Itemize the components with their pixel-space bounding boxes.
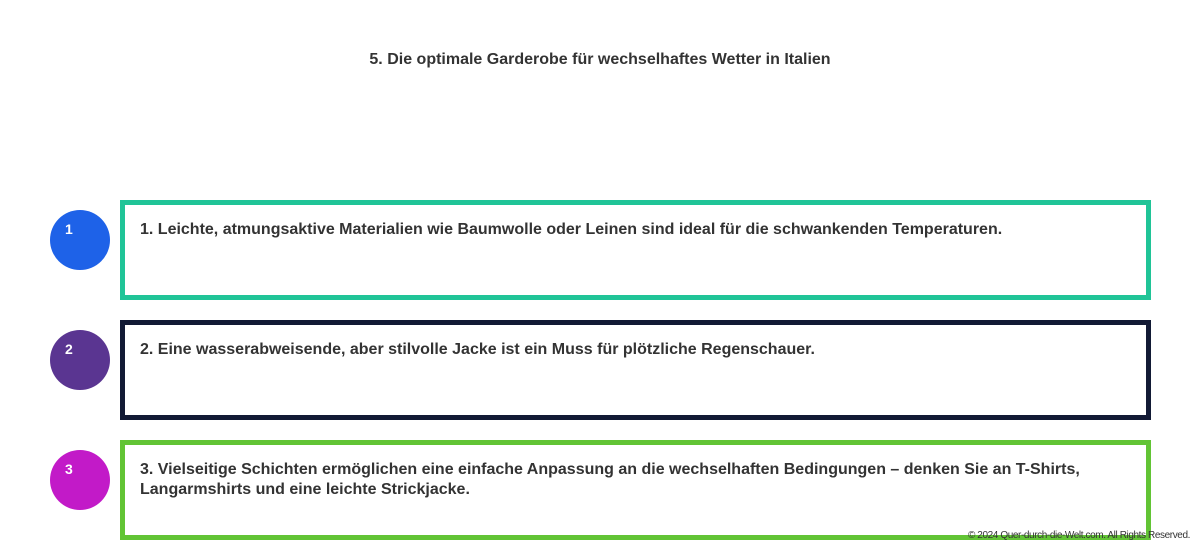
- tip-text: 1. Leichte, atmungsaktive Materialien wie Baumwolle oder Leinen sind ideal für die schwankenden Temperaturen.: [140, 221, 1003, 238]
- number-badge: 2: [50, 330, 110, 390]
- copyright-footer: © 2024 Quer-durch-die-Welt.com. All Rights Reserved.: [967, 530, 1190, 541]
- tip-card: [120, 200, 1151, 300]
- tip-card: [120, 440, 1151, 540]
- tip-text: 2. Eine wasserabweisende, aber stilvolle Jacke ist ein Muss für plötzliche Regenschauer.: [140, 341, 815, 358]
- list-item: [0, 320, 1200, 420]
- number-badge: 3: [50, 450, 110, 510]
- list-item: [0, 440, 1200, 540]
- tip-text: 3. Vielseitige Schichten ermöglichen eine einfache Anpassung an die wechselhaften Bedingungen – denken Sie an T-Shirts, Langarmshirts und eine leichte Strickjacke.: [140, 461, 1080, 498]
- tip-card: [120, 320, 1151, 420]
- page-title: 5. Die optimale Garderobe für wechselhaftes Wetter in Italien: [369, 51, 831, 68]
- number-badge: 1: [50, 210, 110, 270]
- list-item: [0, 200, 1200, 300]
